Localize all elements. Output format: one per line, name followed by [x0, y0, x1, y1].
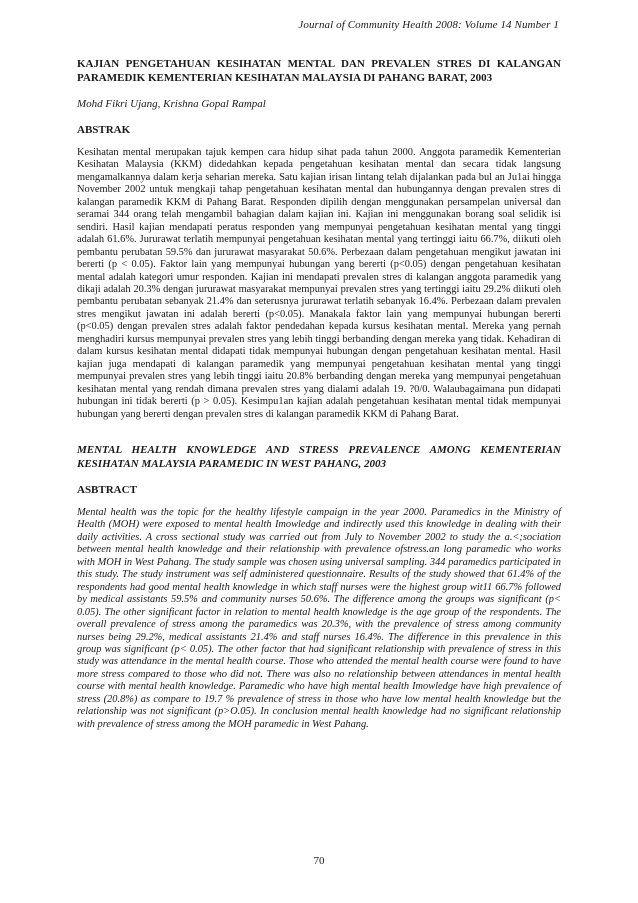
page-number: 70	[313, 855, 325, 867]
malay-title-line-1: KAJIAN PENGETAHUAN KESIHATAN MENTAL DAN PREVALEN STRES DI KALANGAN	[77, 58, 561, 70]
malay-title	[77, 57, 561, 85]
authors: Mohd Fikri Ujang, Krishna Gopal Rampal	[77, 98, 266, 110]
abstract-heading: ASBTRACT	[77, 483, 137, 496]
english-title-line-1: MENTAL HEALTH KNOWLEDGE AND STRESS PREVALENCE AMONG KEMENTERIAN	[77, 443, 561, 456]
abstrak-heading: ABSTRAK	[77, 124, 131, 136]
abstrak-body: Kesihatan mental merupakan tajuk kempen cara hidup sihat pada tahun 2000. Anggota paramedik Kementerian Kesihatan Malaysia (KKM) didedahkan kepada pengetahuan kesihatan mental dan secara tidak langsung mengamalkannya dalam kerja seharian mereka. Satu kajian irisan lintang telah dijalankan pada bul an Ju1ai hingga November 2002 untuk mengkaji tahap pengetahuan kesihatan mental dan hubungannya dengan prevalen stres di kalangan paramedik KKM di Pahang Barat. Responden dipilih dengan menggunakan persampelan universal dan seramai 344 orang telah mengambil bahagian dalam kajian ini. Kajian ini menggunakan borang soal selidik isi sendiri. Hasil kajian mendapati peratus responden yang mempunyai pengetahuan kesihatan mental yang tinggi adalah 61.6%. Jururawat terlatih mempunyai pengetahuan kesihatan mental yang tertinggi iaitu 66.7%, diikuti oleh pembantu perubatan 59.5% dan jururawat masyarakat 50.6%. Perbezaan dalam pengetahuan mengikut jawatan ini bererti (p < 0.05). Faktor lain yang mempunyai hubungan yang bererti (p<0.05) dengan pengetahuan kesihatan mental adalah kategori umur responden. Kajian ini mendapati prevalen stres di kalangan anggota paramedik yang dikaji adalah 20.3% dengan jururawat masyarakat mempunyai prevalen stres yang tertinggi iaitu 29.2% diikuti oleh pembantu perubatan sebanyak 21.4% dan seterusnya jururawat terlatih sebanyak 16.4%. Perbezaan dalam prevalen stres mengikut jawatan ini adalah bererti (p<0.05). Manakala faktor lain yang mempunyai hubungan bererti (p<0.05) dengan prevalen stres adalah faktor pendedahan kepada kursus kesihatan mental. Mereka yang pernah menghadiri kursus mempunyai prevalen stres yang lebih tinggi berbanding dengan mereka yang tidak. Kehadiran di dalam kursus kesihatan mental didapati tidak mempunyai hubungan dengan pengetahuan kesihatan mental. Hasil kajian juga mendapati di kalangan paramedik yang mempunyai pengetahuan kesihatan mental yang tinggi mempunyai prevalen stres yang lebih tinggi iaitu 20.8% berbanding dengan mereka yang mempunyai pengetahuan kesihatan mental yang rendah dimana prevalen stres yang dialami adalah 19. ?0/0. Walaubagaimana pun didapati hubungan ini tidak bererti (p > 0.05). Kesimpu1an kajian adalah pengetahuan kesihatan mental tidak mempunyai hubungan yang bererti dengan prevalen stres di kalangan paramedik KKM di Pahang Barat.	[77, 147, 561, 420]
english-title	[77, 443, 561, 471]
abstract-body: Mental health was the topic for the healthy lifestyle campaign in the year 2000. Paramedics in the Ministry of Health (MOH) were exposed to mental health Imowledge and indirectly used this knowledge in dealing with their daily activities. A cross sectional study was carried out from July to November 2002 to study the a.<;sociation between mental health knowledge and their relationship with prevalence ofstress.an long paramedic who works with MOH in West Pahang. The study sample was chosen using universal sampling. 344 paramedics participated in this study. The study instrument was self administered questionnaire. Results of the study showed that 61.4% of the respondents had good mental health knowledge in which staff nurses were the highest group wit11 66.7% followed by medical assistants 59.5% and community nurses 50.6%. The difference among the groups was significant (p< 0.05). The other significant factor in relation to mental health knowledge is the age group of the respondents. The overall prevalence of stress among the paramedics was 20.3%, with the prevalence of stress among community nurses being 29.2%, medical assistants 21.4% and staff nurses 16.4%. The difference in this prevalence in this group was significant (p< 0.05). The other factor that had significant relationship with prevalence of stress in this study was attendance in the mental health course. Those who attended the mental health course were found to have more stress compared to those who did not. There was also no relationship between attendances in mental health course with mental health knowledge. Paramedic who have high mental health Imowledge have high prevalence of stress (20.8%) as compare to 19.7 % prevalence of stress in those who have low mental health knowledge but the relationship was not significant (p>O.05). In conclusion mental health knowledge had no significant relationship with prevalence of stress among the MOH paramedic in West Pahang.	[77, 506, 561, 730]
english-title-line-2: KESIHATAN MALAYSIA PARAMEDIC IN WEST PAHANG, 2003	[77, 457, 387, 470]
article-content	[77, 57, 561, 731]
malay-title-line-2: PARAMEDIK KEMENTERIAN KESIHATAN MALAYSIA DI PAHANG BARAT, 2003	[77, 72, 493, 84]
journal-header: Journal of Community Health 2008: Volume 14 Number 1	[298, 19, 559, 31]
section-gap	[77, 421, 561, 443]
